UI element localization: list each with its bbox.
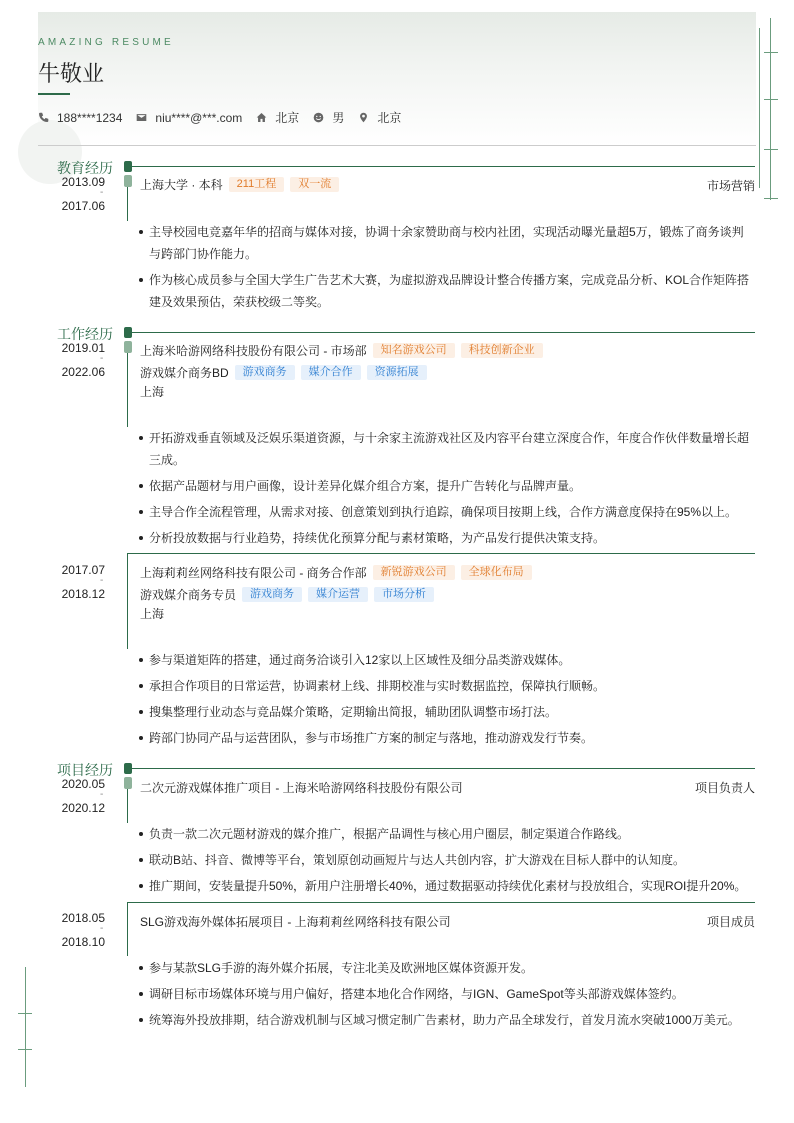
section-line — [132, 332, 755, 333]
list-item: 参与某款SLG手游的海外媒介拓展，专注北美及欧洲地区媒体资源开发。 — [138, 957, 750, 979]
timeline-line — [127, 902, 128, 956]
decorative-tick — [764, 198, 778, 199]
timeline-line — [127, 353, 128, 427]
list-item: 主导合作全流程管理，从需求对接、创意策划到执行追踪，确保项目按期上线，合作方满意度保持在95%以上。 — [138, 501, 750, 523]
decorative-tick — [764, 52, 778, 53]
project-end-date: 2020.12 — [61, 801, 105, 815]
project-bullets — [138, 823, 750, 901]
list-item: 承担合作项目的日常运营，协调素材上线、排期校准与实时数据监控，保障执行顺畅。 — [138, 675, 750, 697]
company-tag: 全球化布局 — [461, 565, 532, 580]
name-underline — [38, 93, 70, 95]
section-line — [132, 768, 755, 769]
email-text: niu****@***.com — [155, 110, 243, 125]
timeline-line — [127, 553, 128, 649]
work-location: 上海 — [140, 607, 165, 621]
position-tag: 市场分析 — [374, 587, 434, 602]
header-divider — [38, 145, 756, 146]
project-bullets — [138, 957, 750, 1035]
list-item: 作为核心成员参与全国大学生广告艺术大赛，为虚拟游戏品牌设计整合传播方案，完成竞品分析、KOL合作矩阵搭建及效果预估，荣获校级二等奖。 — [138, 269, 750, 313]
work-start-date: 2017.07 — [61, 563, 105, 577]
list-item: 参与渠道矩阵的搭建，通过商务洽谈引入12家以上区域性及细分品类游戏媒体。 — [138, 649, 750, 671]
list-item: 联动B站、抖音、微博等平台，策划原创动画短片与达人共创内容，扩大游戏在目标人群中的认知度。 — [138, 849, 750, 871]
section-marker — [124, 763, 132, 774]
school-tag: 211工程 — [229, 177, 285, 192]
phone-text: 188****1234 — [57, 110, 123, 125]
work-position-row — [140, 364, 427, 381]
list-item: 调研目标市场媒体环境与用户偏好，搭建本地化合作网络，与IGN、GameSpot等头部游戏媒体签约。 — [138, 983, 750, 1005]
gender-icon — [313, 112, 324, 123]
section-marker — [124, 161, 132, 172]
work-location: 上海 — [140, 385, 165, 399]
company-name: 上海莉莉丝网络科技有限公司 - 商务合作部 — [140, 566, 367, 580]
section-title-education: 教育经历 — [57, 160, 113, 176]
phone-icon — [38, 112, 49, 123]
work-end-date: 2022.06 — [61, 365, 105, 379]
date-dash: - — [100, 923, 104, 934]
project-name: 二次元游戏媒体推广项目 - 上海米哈游网络科技股份有限公司 — [140, 781, 463, 795]
resume-tagline: AMAZING RESUME — [38, 37, 174, 48]
position-name: 游戏媒介商务BD — [140, 366, 229, 380]
project-role: 项目成员 — [706, 915, 755, 929]
mail-icon — [136, 112, 147, 123]
section-title-projects: 项目经历 — [57, 762, 113, 778]
entry-divider — [127, 553, 755, 554]
timeline-line — [127, 789, 128, 823]
project-start-date: 2020.05 — [61, 777, 105, 791]
decorative-vertical-line — [25, 967, 26, 1087]
edu-end-date: 2017.06 — [61, 199, 105, 213]
date-dash: - — [100, 575, 104, 586]
decorative-tick — [18, 1049, 32, 1050]
work-position-row — [140, 586, 434, 603]
project-start-date: 2018.05 — [61, 911, 105, 925]
work-company-row — [140, 564, 532, 581]
date-marker — [124, 777, 132, 789]
edu-school-row — [140, 176, 339, 193]
timeline-line — [127, 187, 128, 221]
list-item: 搜集整理行业动态与竞品媒介策略，定期输出简报，辅助团队调整市场打法。 — [138, 701, 750, 723]
company-tag: 科技创新企业 — [461, 343, 543, 358]
company-name: 上海米哈游网络科技股份有限公司 - 市场部 — [140, 344, 367, 358]
list-item: 依据产品题材与用户画像，设计差异化媒介组合方案，提升广告转化与品牌声量。 — [138, 475, 750, 497]
project-name: SLG游戏海外媒体拓展项目 - 上海莉莉丝网络科技有限公司 — [140, 915, 451, 929]
list-item: 推广期间，安装量提升50%，新用户注册增长40%，通过数据驱动持续优化素材与投放组合，实现ROI提升20%。 — [138, 875, 750, 897]
company-tag: 知名游戏公司 — [373, 343, 455, 358]
home-icon — [256, 112, 267, 123]
school-tag: 双一流 — [290, 177, 339, 192]
date-dash: - — [100, 187, 104, 198]
section-line — [132, 166, 755, 167]
school-name: 上海大学 · 本科 — [140, 178, 223, 192]
position-tag: 资源拓展 — [367, 365, 427, 380]
section-title-work: 工作经历 — [57, 326, 113, 342]
contact-home — [256, 109, 299, 126]
contact-phone — [38, 111, 122, 125]
list-item: 负责一款二次元题材游戏的媒介推广，根据产品调性与核心用户圈层，制定渠道合作路线。 — [138, 823, 750, 845]
contact-email — [136, 111, 242, 125]
gender-text: 男 — [332, 111, 345, 125]
decorative-vertical-line — [770, 18, 771, 200]
date-marker — [124, 175, 132, 187]
candidate-name: 牛敬业 — [38, 61, 105, 86]
decorative-tick — [18, 1013, 32, 1014]
date-dash: - — [100, 789, 104, 800]
date-marker — [124, 341, 132, 353]
position-tag: 游戏商务 — [235, 365, 295, 380]
list-item: 分析投放数据与行业趋势，持续优化预算分配与素材策略，为产品发行提供决策支持。 — [138, 527, 750, 549]
location-pin-icon — [358, 112, 369, 123]
position-tag: 游戏商务 — [242, 587, 302, 602]
list-item: 开拓游戏垂直领域及泛娱乐渠道资源，与十余家主流游戏社区及内容平台建立深度合作，年度合作伙伴数量增长超三成。 — [138, 427, 750, 471]
company-tag: 新锐游戏公司 — [373, 565, 455, 580]
work-bullets — [138, 649, 750, 753]
contact-info — [38, 109, 415, 126]
position-tag: 媒介合作 — [301, 365, 361, 380]
project-end-date: 2018.10 — [61, 935, 105, 949]
contact-gender — [313, 109, 344, 126]
work-end-date: 2018.12 — [61, 587, 105, 601]
section-marker — [124, 327, 132, 338]
position-tag: 媒介运营 — [308, 587, 368, 602]
decorative-vertical-line — [759, 28, 760, 188]
contact-location — [358, 109, 401, 126]
work-start-date: 2019.01 — [61, 341, 105, 355]
decorative-tick — [764, 99, 778, 100]
work-company-row — [140, 342, 543, 359]
edu-start-date: 2013.09 — [61, 175, 105, 189]
entry-divider — [127, 902, 755, 903]
list-item: 跨部门协同产品与运营团队，参与市场推广方案的制定与落地，推动游戏发行节奏。 — [138, 727, 750, 749]
work-bullets — [138, 427, 750, 553]
date-dash: - — [100, 353, 104, 364]
location-text: 北京 — [377, 111, 402, 125]
project-role: 项目负责人 — [694, 781, 755, 795]
edu-bullets — [138, 221, 750, 317]
list-item: 统筹海外投放排期，结合游戏机制与区域习惯定制广告素材，助力产品全球发行，首发月流水突破1000万美元。 — [138, 1009, 750, 1031]
list-item: 主导校园电竞嘉年华的招商与媒体对接，协调十余家赞助商与校内社团，实现活动曝光量超5万，锻炼了商务谈判与跨部门协作能力。 — [138, 221, 750, 265]
decorative-tick — [764, 149, 778, 150]
home-text: 北京 — [275, 111, 300, 125]
edu-major: 市场营销 — [706, 179, 755, 193]
position-name: 游戏媒介商务专员 — [140, 588, 237, 602]
